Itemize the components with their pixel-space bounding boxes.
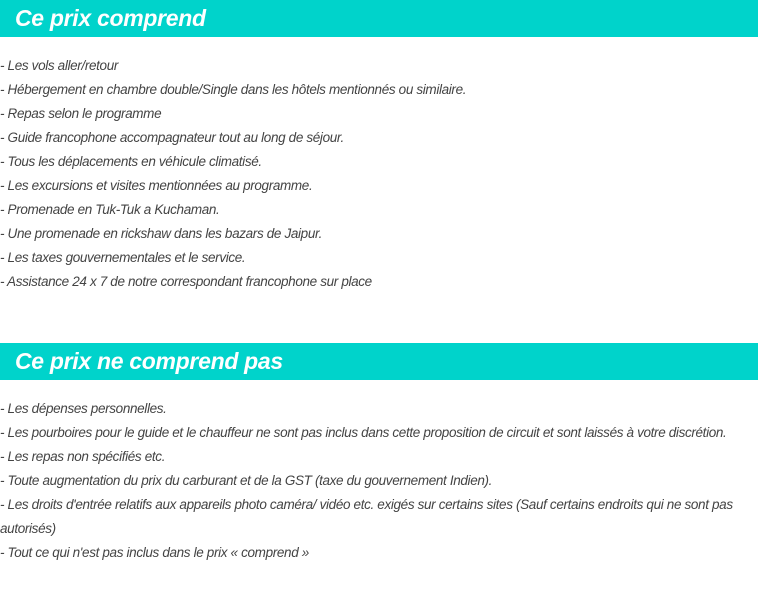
excluded-section [0, 343, 758, 565]
excluded-list [0, 380, 758, 565]
list-item: - Les pourboires pour le guide et le chauffeur ne sont pas inclus dans cette proposition de circuit et sont laissés à votre discrétion. [0, 425, 727, 440]
list-item: - Les taxes gouvernementales et le service. [0, 250, 246, 265]
list-item: - Les droits d'entrée relatifs aux appareils photo caméra/ vidéo etc. exigés sur certains sites (Sauf certains endroits qui ne sont pas autorisés) [0, 497, 733, 536]
list-item: - Tout ce qui n'est pas inclus dans le prix « comprend » [0, 545, 309, 560]
excluded-heading: Ce prix ne comprend pas [0, 343, 758, 380]
list-item: - Les excursions et visites mentionnées au programme. [0, 178, 313, 193]
included-list [0, 37, 758, 343]
included-heading: Ce prix comprend [0, 0, 758, 37]
list-item: - Assistance 24 x 7 de notre correspondant francophone sur place [0, 274, 372, 289]
list-item: - Une promenade en rickshaw dans les bazars de Jaipur. [0, 226, 323, 241]
list-item: - Promenade en Tuk-Tuk a Kuchaman. [0, 202, 220, 217]
list-item: - Les dépenses personnelles. [0, 401, 167, 416]
list-item: - Les repas non spécifiés etc. [0, 449, 166, 464]
list-item: - Hébergement en chambre double/Single dans les hôtels mentionnés ou similaire. [0, 82, 467, 97]
list-item: - Toute augmentation du prix du carburant et de la GST (taxe du gouvernement Indien). [0, 473, 493, 488]
list-item: - Repas selon le programme [0, 106, 162, 121]
list-item: - Guide francophone accompagnateur tout au long de séjour. [0, 130, 344, 145]
list-item: - Les vols aller/retour [0, 58, 118, 73]
list-item: - Tous les déplacements en véhicule climatisé. [0, 154, 262, 169]
